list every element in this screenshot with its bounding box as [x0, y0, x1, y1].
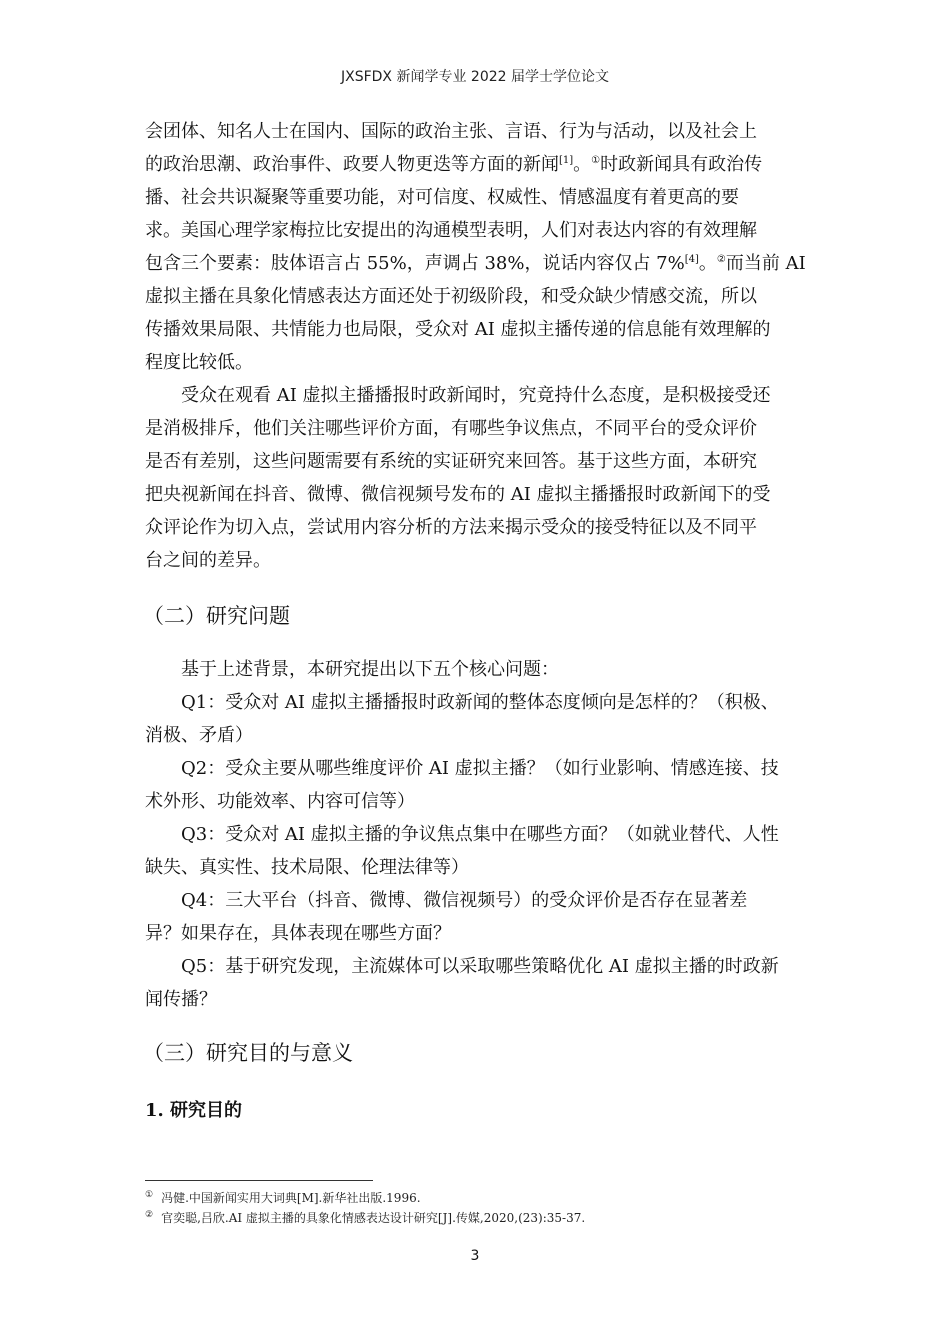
footnote-divider: [145, 1180, 373, 1181]
text-line: 传播效果局限、共情能力也局限，受众对 AI 虚拟主播传递的信息能有效理解的: [145, 319, 771, 340]
subsection-heading-purpose: 1. 研究目的: [145, 1100, 243, 1121]
footnotes: [145, 1188, 585, 1228]
text-line: 把央视新闻在抖音、微博、微信视频号发布的 AI 虚拟主播播报时政新闻下的受: [145, 484, 771, 505]
text-line: 缺失、真实性、技术局限、伦理法律等）: [145, 857, 469, 878]
footnote-ref[interactable]: ①: [591, 155, 601, 166]
text-line: 众评论作为切入点，尝试用内容分析的方法来揭示受众的接受特征以及不同平: [145, 517, 757, 538]
text-line: 虚拟主播在具象化情感表达方面还处于初级阶段，和受众缺少情感交流，所以: [145, 286, 757, 307]
citation-ref[interactable]: [1]: [559, 155, 574, 166]
citation-ref[interactable]: [4]: [684, 254, 699, 265]
text-line: 是消极排斥，他们关注哪些评价方面，有哪些争议焦点，不同平台的受众评价: [145, 418, 757, 439]
text-line: 的政治思潮、政治事件、政要人物更迭等方面的新闻[1]。①时政新闻具有政治传: [145, 154, 763, 175]
text-line: 基于上述背景，本研究提出以下五个核心问题：: [181, 659, 559, 680]
question-q3: Q3：受众对 AI 虚拟主播的争议焦点集中在哪些方面？（如就业替代、人性: [181, 824, 779, 845]
document-body: [145, 115, 810, 1126]
question-q4: Q4：三大平台（抖音、微博、微信视频号）的受众评价是否存在显著差: [181, 890, 748, 911]
section-heading-research-questions: （二）研究问题: [143, 604, 290, 628]
text-line: 异？如果存在，具体表现在哪些方面？: [145, 923, 451, 944]
research-questions: [145, 653, 810, 1016]
paragraph-audience: [145, 379, 810, 577]
text-line: 是否有差别，这些问题需要有系统的实证研究来回答。基于这些方面，本研究: [145, 451, 757, 472]
text-line: 台之间的差异。: [145, 550, 271, 571]
text-line: 消极、矛盾）: [145, 725, 253, 746]
question-q2: Q2：受众主要从哪些维度评价 AI 虚拟主播？（如行业影响、情感连接、技: [181, 758, 779, 779]
footnote-ref[interactable]: ②: [716, 254, 726, 265]
text-line: 包含三个要素：肢体语言占 55%，声调占 38%，说话内容仅占 7%[4]。②而当前 AI: [145, 253, 806, 274]
text-line: 术外形、功能效率、内容可信等）: [145, 791, 415, 812]
page-number: 3: [470, 1248, 480, 1264]
paragraph-background: [145, 115, 810, 379]
text-line: 播、社会共识凝聚等重要功能，对可信度、权威性、情感温度有着更高的要: [145, 187, 739, 208]
question-q1: Q1：受众对 AI 虚拟主播播报时政新闻的整体态度倾向是怎样的？（积极、: [181, 692, 779, 713]
page-header: JXSFDX 新闻学专业 2022 届学士学位论文: [340, 69, 609, 85]
text-line: 求。美国心理学家梅拉比安提出的沟通模型表明，人们对表达内容的有效理解: [145, 220, 757, 241]
footnote-2: ② 官奕聪,吕欣.AI 虚拟主播的具象化情感表达设计研究[J].传媒,2020,(23):35-37.: [145, 1210, 586, 1225]
section-heading-purpose: （三）研究目的与意义: [143, 1041, 353, 1065]
question-q5: Q5：基于研究发现，主流媒体可以采取哪些策略优化 AI 虚拟主播的时政新: [181, 956, 779, 977]
footnote-1: ① 冯健.中国新闻实用大词典[M].新华社出版.1996.: [145, 1190, 421, 1205]
text-line: 程度比较低。: [145, 352, 253, 373]
text-line: 受众在观看 AI 虚拟主播播报时政新闻时，究竟持什么态度，是积极接受还: [181, 385, 771, 406]
text-line: 闻传播？: [145, 989, 217, 1010]
text-line: 会团体、知名人士在国内、国际的政治主张、言语、行为与活动，以及社会上: [145, 121, 757, 142]
